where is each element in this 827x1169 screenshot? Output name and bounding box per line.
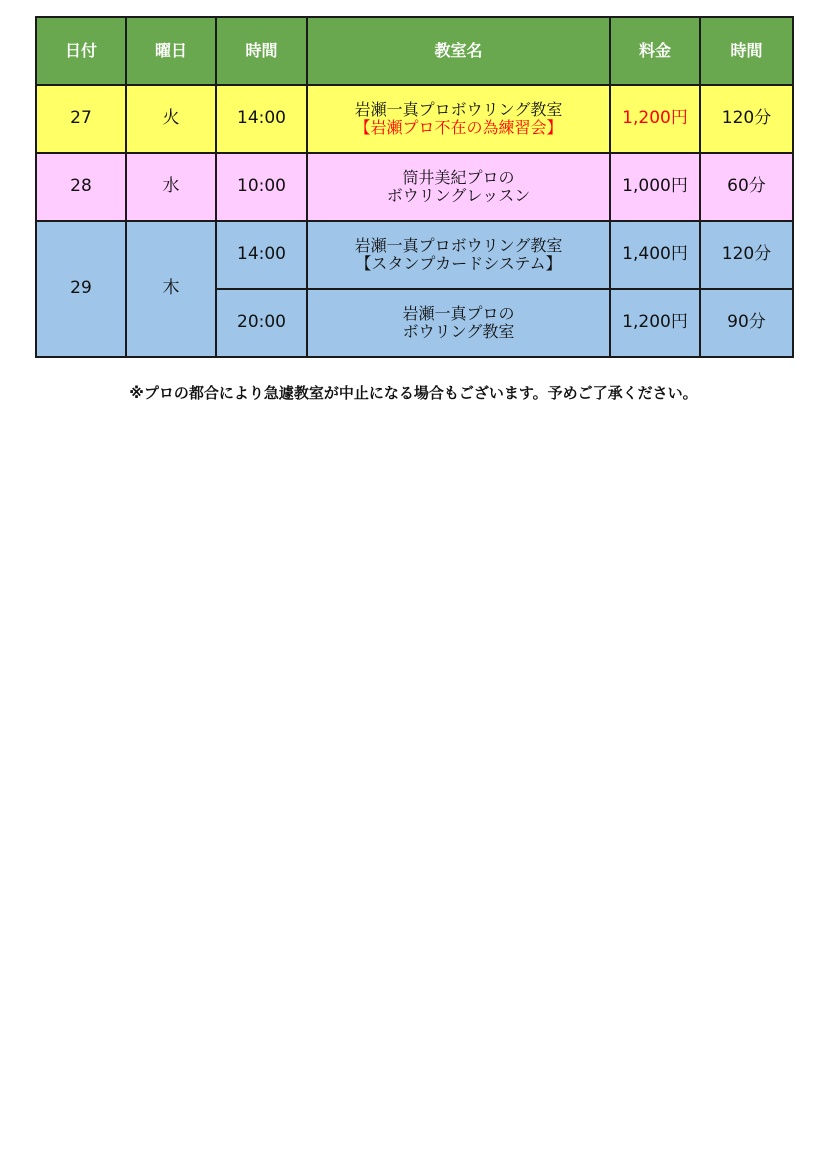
- duration-cell: 120分: [700, 221, 793, 289]
- class-name-cell: [307, 153, 610, 221]
- time-cell: 20:00: [216, 289, 307, 357]
- table-row: [36, 221, 793, 289]
- weekday-cell: 火: [126, 85, 216, 153]
- class-name-line: 岩瀬一真プロの: [402, 303, 515, 323]
- fee-cell: 1,200円: [610, 85, 700, 153]
- duration-cell: 120分: [700, 85, 793, 153]
- class-name-line: ボウリング教室: [402, 322, 515, 341]
- fee-cell: 1,400円: [610, 221, 700, 289]
- class-name-line: ボウリングレッスン: [386, 186, 531, 205]
- time-cell: 14:00: [216, 221, 307, 289]
- date-cell: 27: [36, 85, 126, 153]
- weekday-cell: 水: [126, 153, 216, 221]
- class-note-line: 【岩瀬プロ不在の為練習会】: [354, 118, 563, 137]
- fee-cell: 1,200円: [610, 289, 700, 357]
- header-weekday: 曜日: [126, 17, 216, 85]
- duration-cell: 60分: [700, 153, 793, 221]
- date-cell: 28: [36, 153, 126, 221]
- class-name-line: 岩瀬一真プロボウリング教室: [354, 99, 563, 119]
- schedule-table: [35, 16, 794, 358]
- date-cell: 29: [36, 221, 126, 357]
- class-name-cell: [307, 221, 610, 289]
- time-cell: 14:00: [216, 85, 307, 153]
- header-class-name: 教室名: [307, 17, 610, 85]
- fee-cell: 1,000円: [610, 153, 700, 221]
- table-row: [36, 153, 793, 221]
- header-row: [36, 17, 793, 85]
- table-row: [36, 85, 793, 153]
- cancellation-note: ※プロの都合により急遽教室が中止になる場合もございます。予めご了承ください。: [129, 384, 698, 402]
- time-cell: 10:00: [216, 153, 307, 221]
- header-fee: 料金: [610, 17, 700, 85]
- header-duration: 時間: [700, 17, 793, 85]
- class-name-line: 岩瀬一真プロボウリング教室: [354, 235, 563, 255]
- class-name-cell: [307, 289, 610, 357]
- weekday-cell: 木: [126, 221, 216, 357]
- class-name-line: 筒井美紀プロの: [402, 167, 515, 187]
- duration-cell: 90分: [700, 289, 793, 357]
- header-time: 時間: [216, 17, 307, 85]
- class-name-cell: [307, 85, 610, 153]
- header-date: 日付: [36, 17, 126, 85]
- class-name-line: 【スタンプカードシステム】: [355, 254, 562, 273]
